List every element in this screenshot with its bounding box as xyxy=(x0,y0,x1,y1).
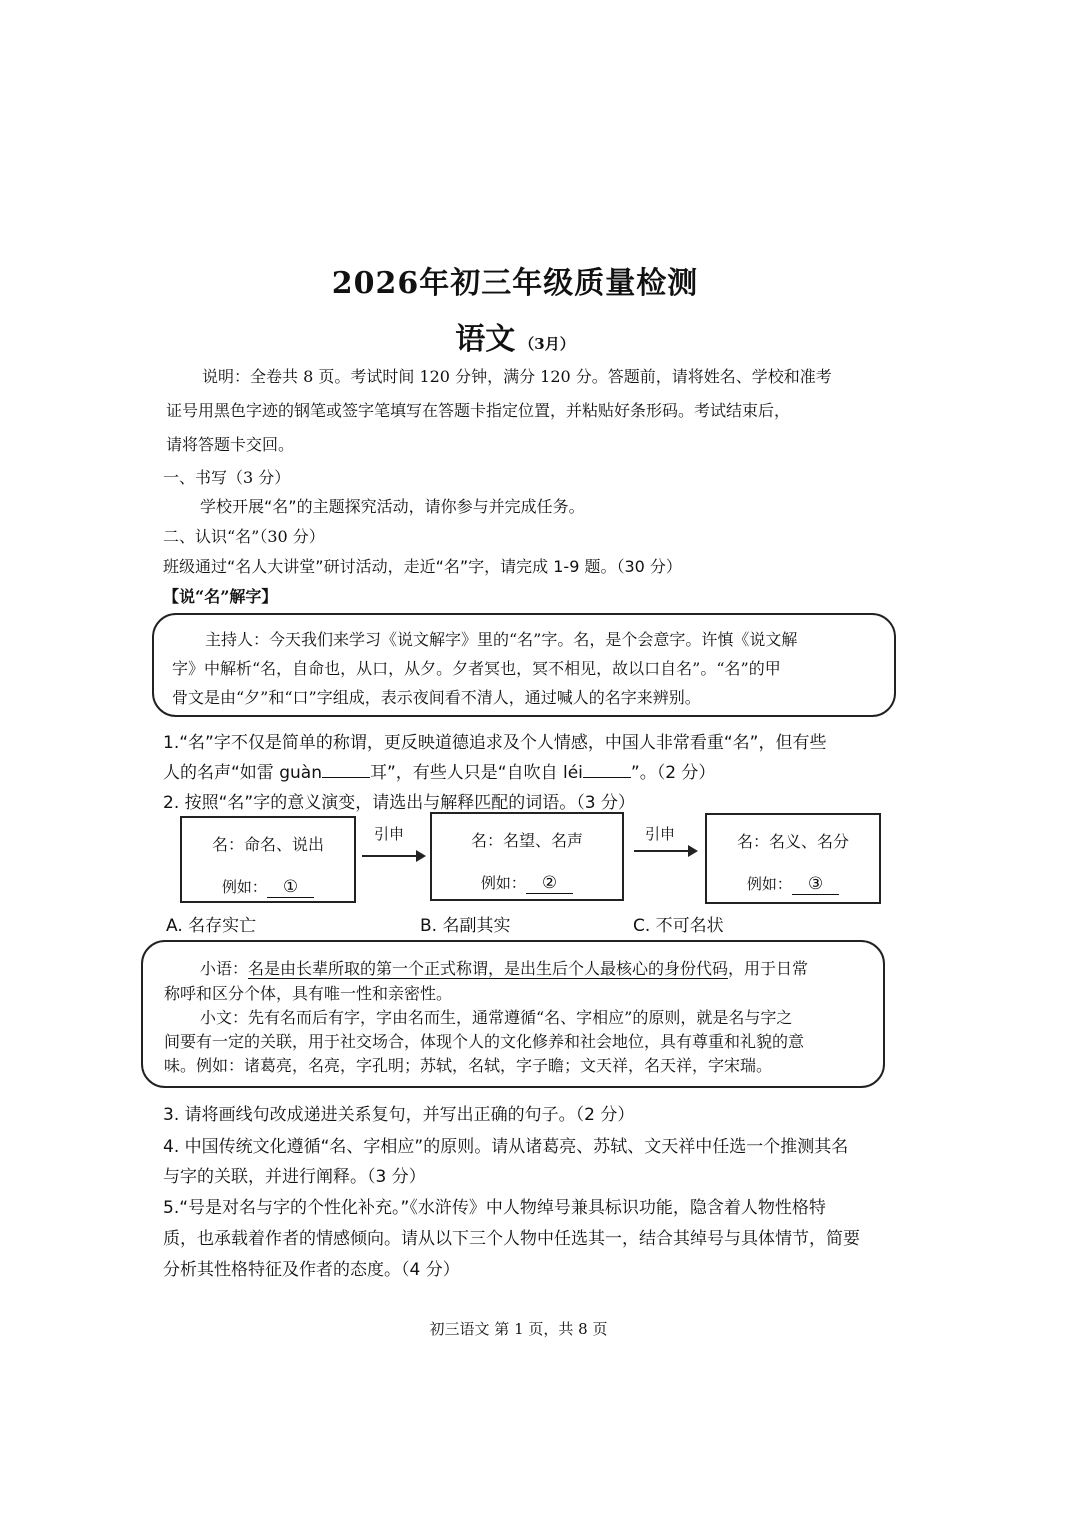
section1-heading: 一、书写（3 分） xyxy=(163,468,291,487)
option-c[interactable]: C. 不可名状 xyxy=(633,916,724,936)
subject-month: （3月） xyxy=(519,335,575,353)
meaning-box-2-text: 名：名望、名声 xyxy=(470,831,583,850)
arrow-label-2: 引申 xyxy=(645,825,676,843)
example-label-1: 例如： xyxy=(221,878,267,896)
example-label-3: 例如： xyxy=(746,875,792,893)
underlined-sentence: 名是由长辈所取的第一个正式称谓，是出生后个人最核心的身份代码 xyxy=(248,959,729,978)
meaning-box-3 xyxy=(705,813,881,904)
page-footer: 初三语文 第 1 页，共 8 页 xyxy=(429,1320,608,1338)
subject-heading xyxy=(0,314,1030,358)
q1-line-2 xyxy=(163,758,715,783)
example-label-2: 例如： xyxy=(480,874,526,892)
dialog-line-4: 间要有一定的关联，用于社交场合，体现个人的文化修养和社会地位，具有尊重和礼貌的意 xyxy=(164,1032,805,1051)
subject-name: 语文 xyxy=(455,322,516,357)
q3: 3. 请将画线句改成递进关系复句，并写出正确的句子。（2 分） xyxy=(163,1105,635,1125)
meaning-box-1 xyxy=(180,816,356,903)
answer-blank-3[interactable]: ③ xyxy=(792,874,839,895)
q5-line-1: 5.“号是对名与字的个性化补充。”《水浒传》中人物绰号兼具标识功能，隐含着人物性格特 xyxy=(163,1198,826,1218)
host-line-2: 字》中解析“名，自命也，从口，从夕。夕者冥也，冥不相见，故以口自名”。“名”的甲 xyxy=(172,659,781,678)
section1-task: 学校开展“名”的主题探究活动，请你参与并完成任务。 xyxy=(200,497,585,516)
meaning-box-3-text: 名：名义、名分 xyxy=(736,832,849,851)
q1-text-b: 耳”，有些人只是“自吹自 léi xyxy=(369,763,583,783)
exam-title: 2026年初三年级质量检测 xyxy=(331,266,699,301)
instructions-line-1: 说明：全卷共 8 页。考试时间 120 分钟，满分 120 分。答题前，请将姓名、学校和准考 xyxy=(202,367,832,386)
section2-heading: 二、认识“名”（30 分） xyxy=(163,527,325,546)
instructions-line-3: 请将答题卡交回。 xyxy=(166,435,295,454)
q4-line-2: 与字的关联，并进行阐释。（3 分） xyxy=(163,1167,426,1187)
dialog-line-2: 称呼和区分个体，具有唯一性和亲密性。 xyxy=(164,984,453,1003)
dialog-speaker-xiaoyu: 小语： xyxy=(200,959,249,978)
host-line-1: 主持人：今天我们来学习《说文解字》里的“名”字。名，是个会意字。许慎《说文解 xyxy=(205,630,798,649)
option-a[interactable]: A. 名存实亡 xyxy=(166,916,257,936)
meaning-box-3-example xyxy=(707,873,879,895)
q1-text-c: ”。（2 分） xyxy=(630,763,716,783)
q1-line-1: 1.“名”字不仅是简单的称谓，更反映道德追求及个人情感，中国人非常看重“名”，但有些 xyxy=(163,733,827,753)
q5-line-3: 分析其性格特征及作者的态度。（4 分） xyxy=(163,1260,460,1280)
dialog-line-1 xyxy=(200,956,808,979)
instructions-line-2: 证号用黑色字迹的钢笔或签字笔填写在答题卡指定位置，并粘贴好条形码。考试结束后， xyxy=(166,401,791,420)
host-line-3: 骨文是由“夕”和“口”字组成，表示夜间看不清人，通过喊人的名字来辨别。 xyxy=(172,688,701,707)
q2-stem: 2. 按照“名”字的意义演变，请选出与解释匹配的词语。（3 分） xyxy=(163,793,635,813)
q1-text-a: 人的名声“如雷 guàn xyxy=(163,763,322,783)
meaning-box-2-example xyxy=(432,872,622,894)
q4-line-1: 4. 中国传统文化遵循“名、字相应”的原则。请从诸葛亮、苏轼、文天祥中任选一个推测其名 xyxy=(163,1137,849,1157)
arrow-right-icon xyxy=(362,855,424,857)
dialog-line-5: 味。例如：诸葛亮，名亮，字孔明；苏轼，名轼，字子瞻；文天祥，名天祥，字宋瑞。 xyxy=(164,1056,773,1075)
dialog-line-1-tail: ，用于日常 xyxy=(728,959,809,978)
section2-subheading: 【说“名”解字】 xyxy=(163,587,278,606)
meaning-box-2 xyxy=(430,812,624,901)
q1-blank-lei[interactable] xyxy=(583,761,631,778)
meaning-box-1-text: 名：命名、说出 xyxy=(211,835,324,854)
answer-blank-1[interactable]: ① xyxy=(267,877,314,898)
dialog-line-3: 小文：先有名而后有字，字由名而生，通常遵循“名、字相应”的原则，就是名与字之 xyxy=(200,1008,793,1027)
answer-blank-2[interactable]: ② xyxy=(526,873,573,894)
section2-intro: 班级通过“名人大讲堂”研讨活动，走近“名”字，请完成 1-9 题。（30 分） xyxy=(163,557,682,576)
q5-line-2: 质，也承载着作者的情感倾向。请从以下三个人物中任选其一，结合其绰号与具体情节，简要 xyxy=(163,1229,860,1249)
arrow-label-1: 引申 xyxy=(374,825,405,843)
meaning-box-1-example xyxy=(182,876,354,898)
option-b[interactable]: B. 名副其实 xyxy=(420,916,511,936)
q1-blank-guan[interactable] xyxy=(322,761,370,778)
arrow-right-icon xyxy=(634,850,696,852)
